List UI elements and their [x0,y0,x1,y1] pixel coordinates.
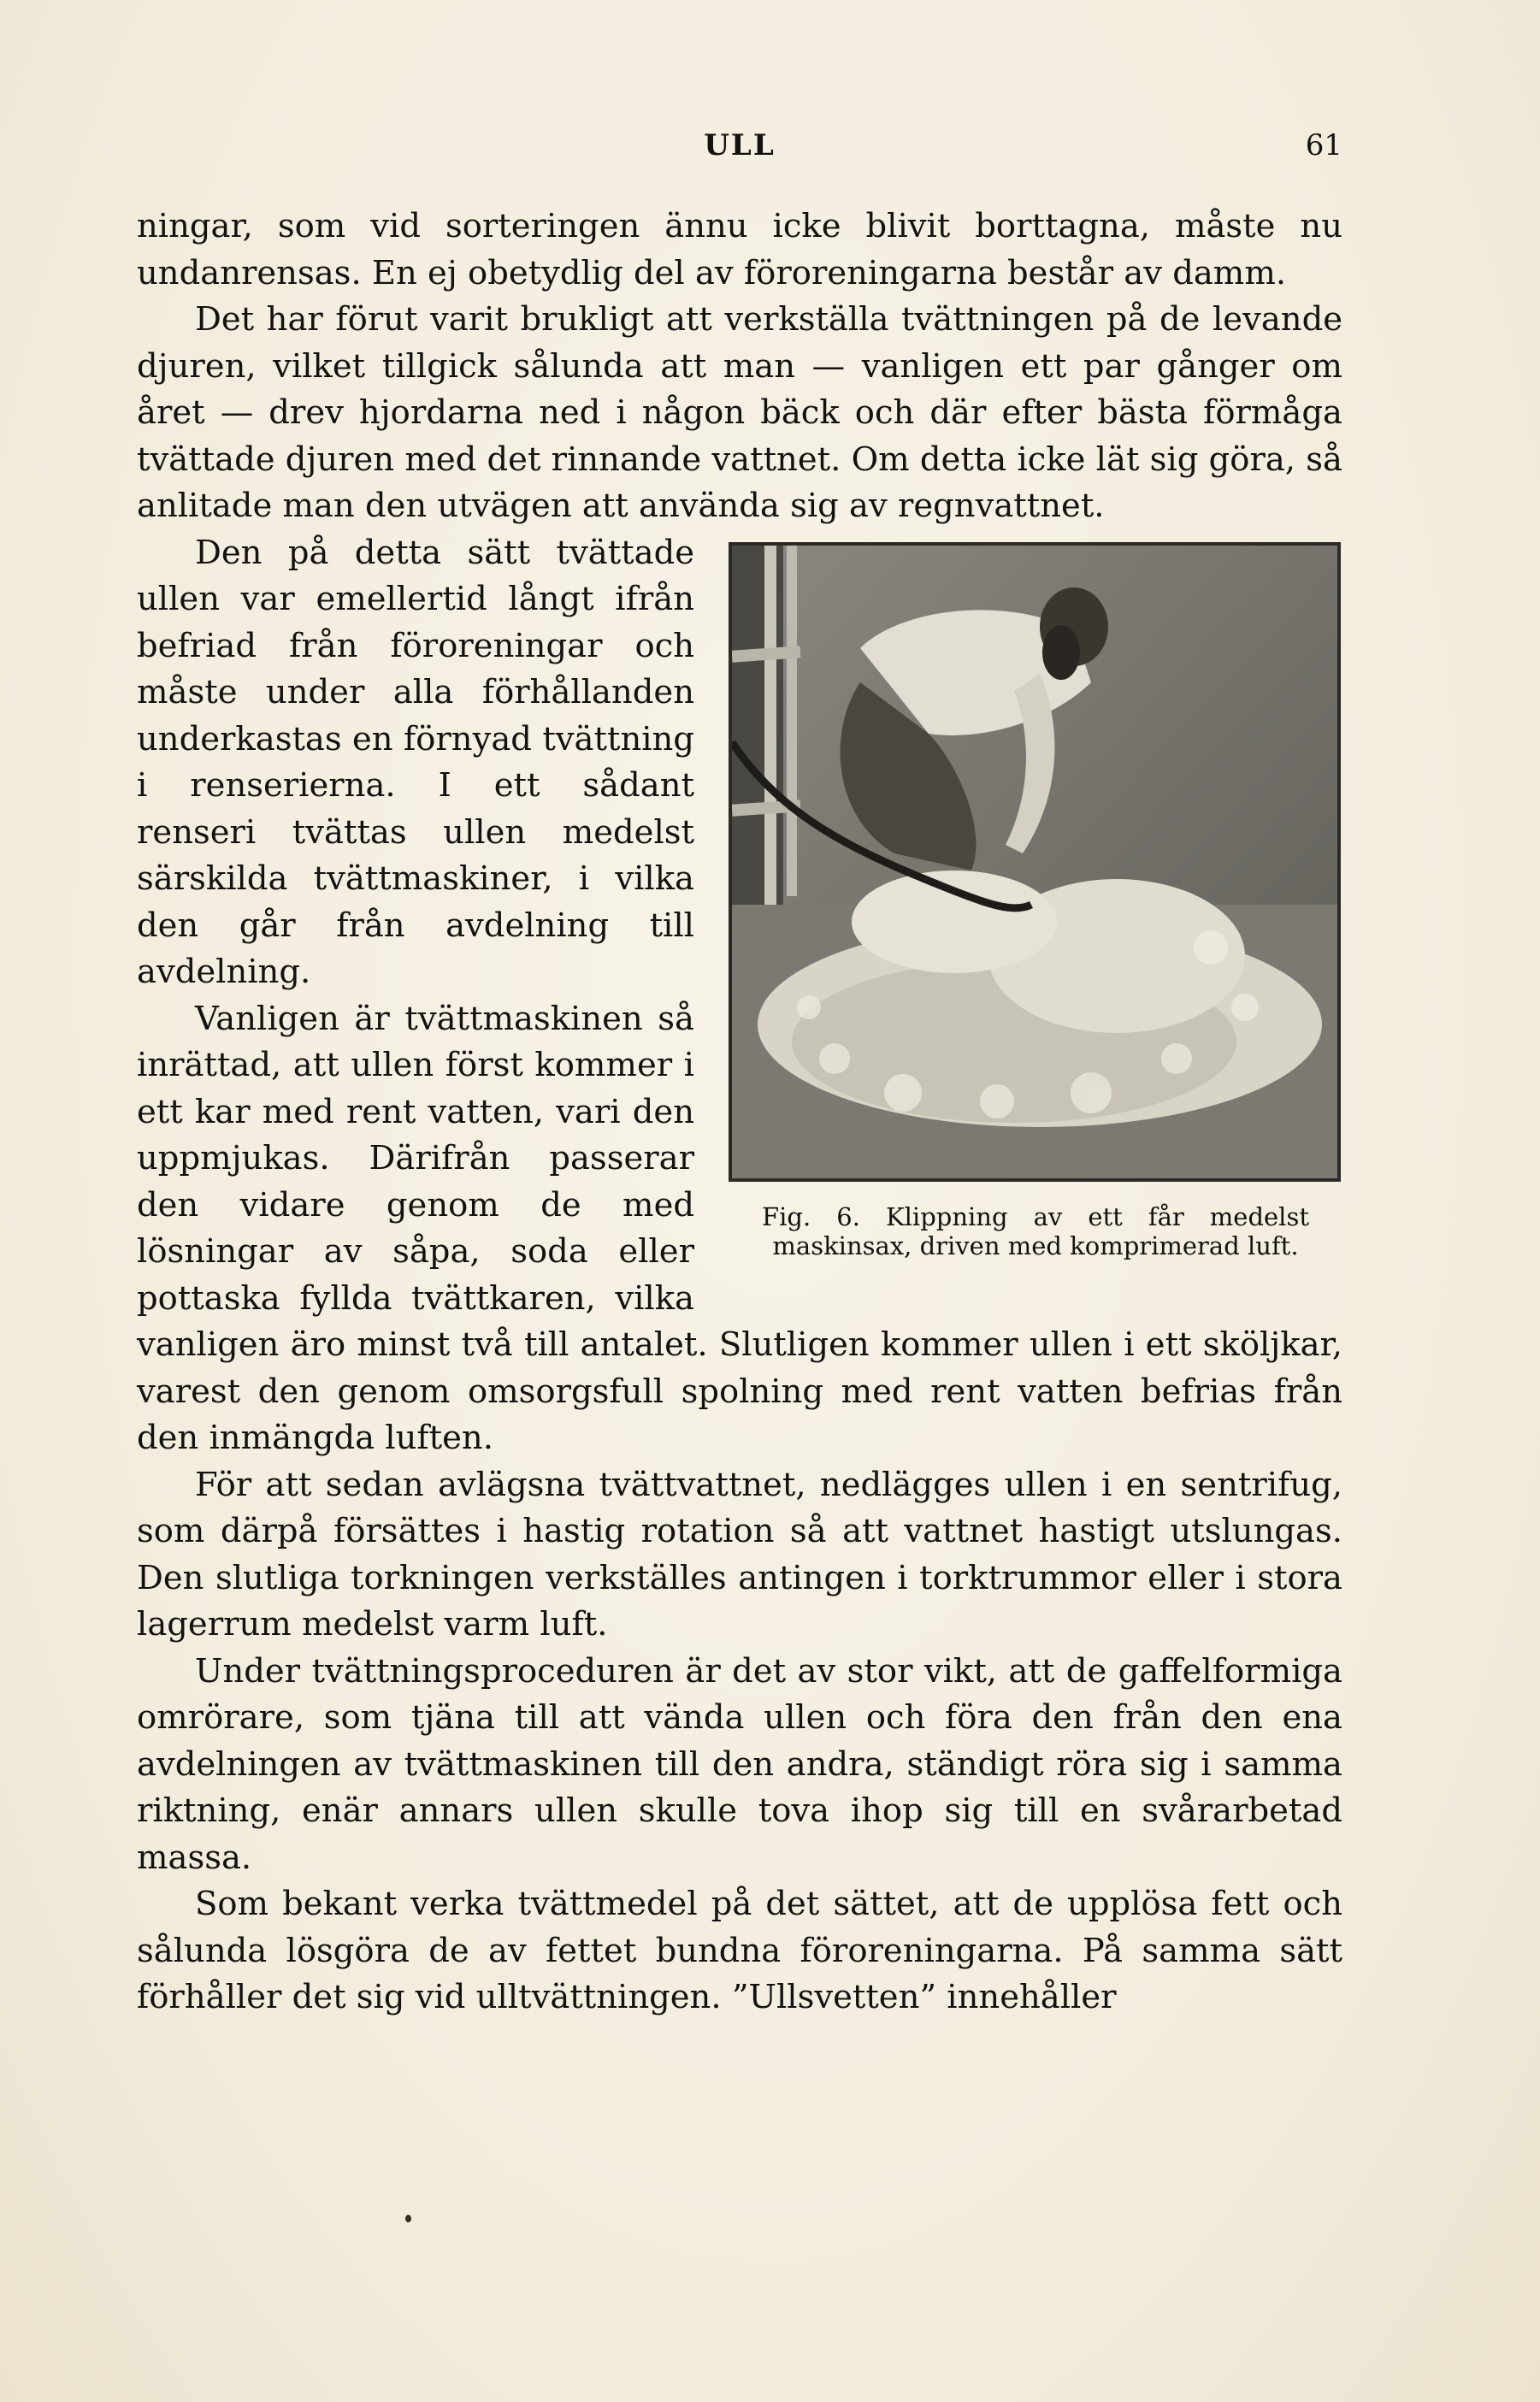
running-head: ULL [704,128,776,162]
page-number: 61 [1305,128,1342,162]
paragraph: Vanligen är tvättmaskinen så inrättad, att ullen först kommer i ett kar med rent vatten, vari den uppmjukas. Därifrån passerar den vidare genom de med lösningar av såpa, soda eller pottaska fyllda tvättkaren, vilka vanligen äro minst två till antalet. Slutligen kommer ullen i ett sköljkar, varest den genom omsorgsfull spolning med rent vatten befrias från den inmängda luften. [137,999,1342,1457]
figure-caption: Fig. 6. Klippning av ett får medelst maskinsax, driven med komprimerad luft. [762,1201,1309,1260]
paragraph: Det har förut varit brukligt att verkställa tvättningen på de levande djuren, vilket tillgick sålunda att man — vanligen ett par gånger om året — drev hjordarna ned i någon bäck och där efter bästa förmåga tvättade djuren med det rinnande vattnet. Om detta icke lät sig göra, så anlitade man den utvägen att använda sig av regnvattnet. [137,300,1342,525]
page-header [137,128,1342,171]
paragraph: Som bekant verka tvättmedel på det sättet, att de upplösa fett och sålunda lösgöra de av fettet bundna föroreningarna. På samma sätt förhåller det sig vid ulltvättningen. ”Ullsvetten” innehåller [137,1885,1342,2016]
sheep-shearing-photo [729,542,1341,1182]
figure [729,542,1342,1260]
ink-spot [405,2215,411,2222]
paragraph: För att sedan avlägsna tvättvattnet, nedlägges ullen i en sentrifug, som därpå försättes i hastig rotation så att vattnet hastigt utslungas. Den slutliga torkningen verkställes antingen i torktrummor eller i stora lagerrum medelst varm luft. [137,1465,1342,1644]
paragraph: ningar, som vid sorteringen ännu icke blivit borttagna, måste nu undanrensas. En ej obetydlig del av föroreningarna består av damm. [137,207,1342,292]
body-text [137,204,1342,2021]
paragraph: Den på detta sätt tvättade ullen var emellertid långt ifrån befriad från föroreningar och måste under alla förhållanden underkastas en förnyad tvättning i renserierna. I ett sådant renseri tvättas ullen medelst särskilda tvättmaskiner, i vilka den går från avdelning till avdelning. [137,533,694,991]
photo-illustration [732,546,1337,1178]
paragraph: Under tvättningsproceduren är det av stor vikt, att de gaffelformiga omrörare, som tjäna till att vända ullen och föra den från den ena avdelningen av tvättmaskinen till den andra, ständigt röra sig i samma riktning, enär annars ullen skulle tova ihop sig till en svårarbetad massa. [137,1651,1342,1877]
